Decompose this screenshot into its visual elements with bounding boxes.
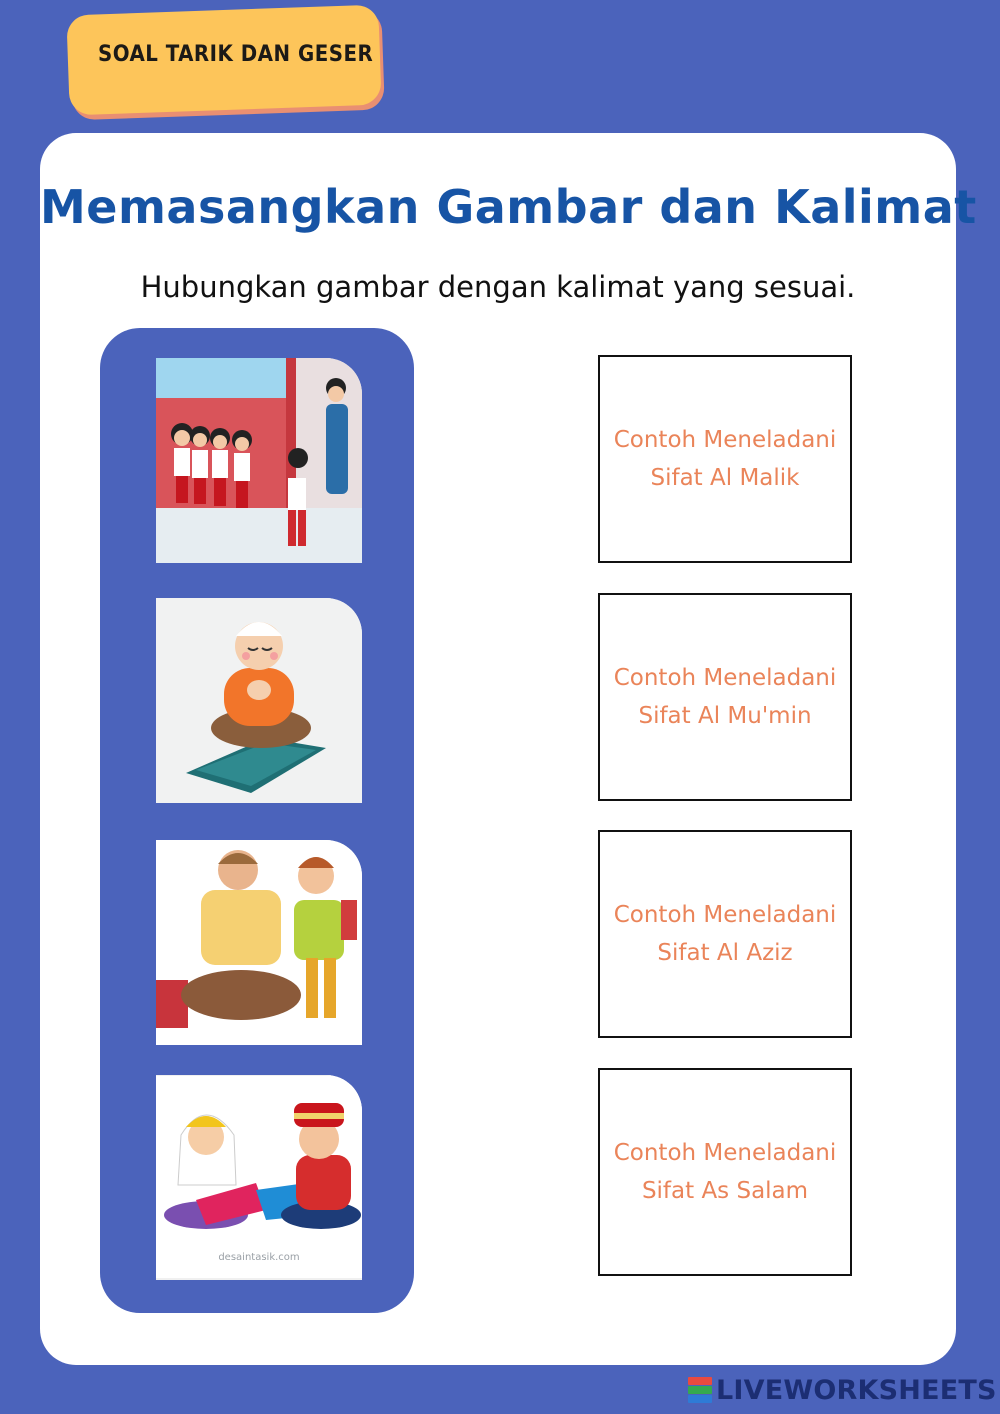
- liveworksheets-brand: [688, 1374, 997, 1406]
- liveworksheets-wordmark: LIVEWORKSHEETS: [716, 1374, 997, 1406]
- answer-box-label: Contoh Meneladani Sifat As Salam: [613, 1140, 837, 1204]
- answer-box-3[interactable]: [598, 830, 852, 1038]
- students-lining-up-with-teacher-image: [156, 358, 362, 563]
- draggable-picture-3[interactable]: [156, 840, 362, 1045]
- boy-helping-man-image: [156, 840, 362, 1045]
- answer-box-4[interactable]: [598, 1068, 852, 1276]
- worksheet-instruction: Hubungkan gambar dengan kalimat yang sesuai.: [140, 270, 856, 304]
- header-tag-label: SOAL TARIK DAN GESER: [98, 42, 374, 67]
- answer-box-label: Contoh Meneladani Sifat Al Mu'min: [613, 665, 837, 729]
- boy-praying-on-prayer-mat-image: [156, 598, 362, 803]
- answer-box-label: Contoh Meneladani Sifat Al Aziz: [613, 902, 837, 966]
- draggable-picture-4[interactable]: [156, 1075, 362, 1280]
- picture-watermark: desaintasik.com: [218, 1252, 300, 1263]
- draggable-picture-2[interactable]: [156, 598, 362, 803]
- draggable-picture-1[interactable]: [156, 358, 362, 563]
- answer-box-2[interactable]: [598, 593, 852, 801]
- answer-box-1[interactable]: [598, 355, 852, 563]
- answer-box-label: Contoh Meneladani Sifat Al Malik: [613, 427, 837, 491]
- children-reading-quran-image: [156, 1075, 362, 1280]
- worksheet-title: Memasangkan Gambar dan Kalimat: [40, 180, 977, 234]
- liveworksheets-logo-icon: [688, 1377, 712, 1403]
